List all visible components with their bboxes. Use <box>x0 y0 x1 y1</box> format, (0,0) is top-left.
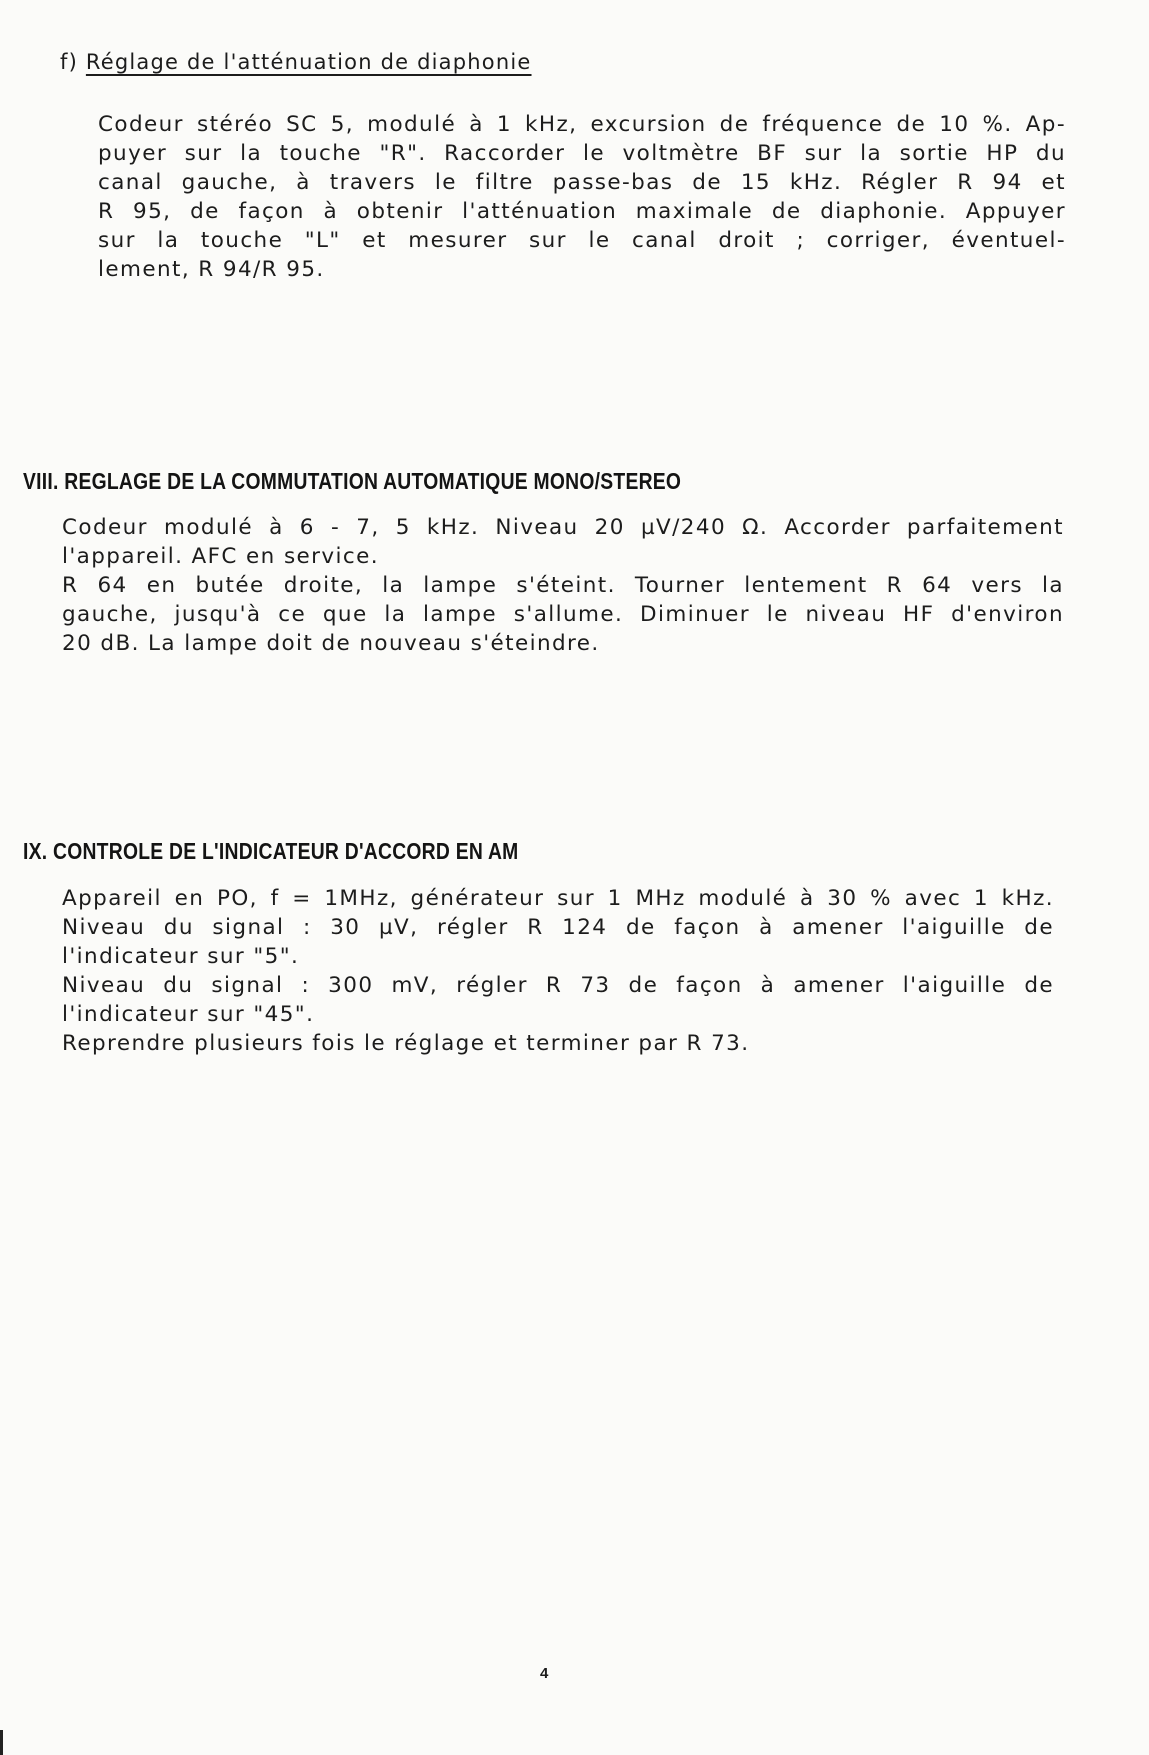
paragraph-line: l'appareil. AFC en service. <box>62 544 379 569</box>
subsection-title: Réglage de l'atténuation de diaphonie <box>85 50 532 74</box>
paragraph-line: R 95, de façon à obtenir l'atténuation maximale de diaphonie. Appuyer <box>98 199 1066 224</box>
paragraph-line: canal gauche, à travers le filtre passe-bas de 15 kHz. Régler R 94 et <box>98 170 1066 195</box>
paragraph-line: 20 dB. La lampe doit de nouveau s'éteindre. <box>62 631 600 656</box>
section-ix-title: IX. CONTROLE DE L'INDICATEUR D'ACCORD EN AM <box>23 838 519 864</box>
section-ix-paragraph <box>62 884 1054 1058</box>
paragraph-line: Codeur stéréo SC 5, modulé à 1 kHz, excursion de fréquence de 10 %. Ap- <box>98 112 1066 137</box>
section-viii-paragraph <box>62 513 1064 658</box>
scan-edge-mark <box>0 1730 3 1755</box>
paragraph-line: Reprendre plusieurs fois le réglage et terminer par R 73. <box>62 1031 750 1056</box>
paragraph-line: sur la touche "L" et mesurer sur le canal droit ; corriger, éventuel- <box>98 228 1066 253</box>
paragraph-line: l'indicateur sur "45". <box>62 1002 315 1027</box>
paragraph-line: l'indicateur sur "5". <box>62 944 300 969</box>
paragraph-line: gauche, jusqu'à ce que la lampe s'allume. Diminuer le niveau HF d'environ <box>62 602 1064 627</box>
paragraph-line: lement, R 94/R 95. <box>98 257 325 282</box>
page-number: 4 <box>540 1665 549 1682</box>
subsection-heading <box>60 50 532 74</box>
paragraph-line: Appareil en PO, f = 1MHz, générateur sur 1 MHz modulé à 30 % avec 1 kHz. <box>62 886 1054 911</box>
subsection-label: f) <box>60 50 78 74</box>
paragraph-line: Niveau du signal : 30 µV, régler R 124 de façon à amener l'aiguille de <box>62 915 1054 940</box>
paragraph-line: R 64 en butée droite, la lampe s'éteint. Tourner lentement R 64 vers la <box>62 573 1064 598</box>
section-viii-title: VIII. REGLAGE DE LA COMMUTATION AUTOMATIQUE MONO/STEREO <box>23 468 682 494</box>
paragraph-line: puyer sur la touche "R". Raccorder le voltmètre BF sur la sortie HP du <box>98 141 1066 166</box>
paragraph-line: Niveau du signal : 300 mV, régler R 73 de façon à amener l'aiguille de <box>62 973 1054 998</box>
paragraph-line: Codeur modulé à 6 - 7, 5 kHz. Niveau 20 µV/240 Ω. Accorder parfaitement <box>62 515 1064 540</box>
subsection-f-paragraph <box>98 110 1066 284</box>
